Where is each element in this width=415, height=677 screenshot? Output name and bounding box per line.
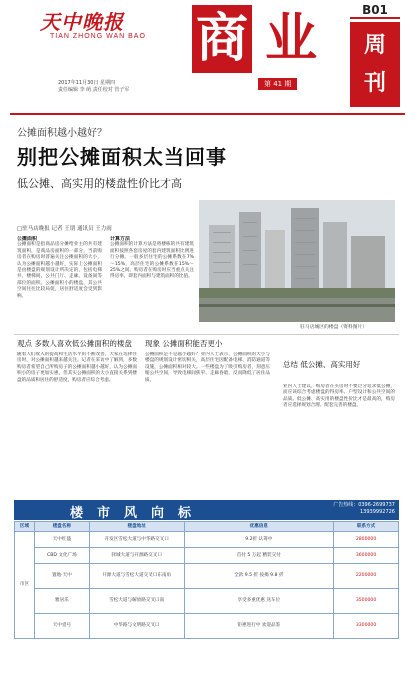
newspaper-logo: 天中晚报 (40, 10, 124, 34)
weekly-char-1: 周 (363, 32, 386, 58)
col-promo: 优惠信息 (184, 522, 334, 532)
lower-col3-title: 总结 低公摊、高实用好 (283, 360, 361, 369)
listing-contact: 2200000 (334, 564, 399, 589)
listing-address: 驿城大道与开源路交叉口 (89, 548, 184, 564)
page-number: B01 (350, 3, 400, 19)
photo-caption: 驻马店城区的楼盘（资料图片） (300, 325, 368, 330)
ad-hotline-1: 广告热线：0396-2699737 (333, 502, 395, 508)
article-kicker: 公摊面积越小越好？ (17, 128, 107, 139)
market-title: 楼市风向标 (70, 506, 206, 521)
listing-address: 雪松大道与解放路交叉口南 (89, 589, 184, 614)
listing-promo: 9.2折 认筹中 (184, 532, 334, 548)
listing-name: CBD 文化广场 (34, 548, 89, 564)
column-public-area (17, 236, 102, 326)
article-byline: □驻马店晚报 记者 王朋 通讯员 王力雨 (17, 226, 112, 232)
article-headline: 别把公摊面积太当回事 (17, 145, 227, 169)
masthead-rule (10, 113, 405, 115)
listing-name: 天中壹号 (34, 614, 89, 639)
listing-promo: 首付 5 万起 精装交付 (184, 548, 334, 564)
issue-badge: 第 41 期 (258, 78, 297, 90)
col-region: 区域 (15, 522, 35, 532)
listing-name: 置地·天中 (34, 564, 89, 589)
table-row (15, 564, 399, 589)
lower-col3-body: 业内人士建议，购房者在买房时不要过分追求低公摊，而应该综合考虑楼盘的得房率、户型设计和公共空间的品质。低公摊、高实用的楼盘性价比才是最高的，购房者应选择规划合理、配套完善的楼盘。 (283, 384, 395, 409)
region-cell: 市区 (15, 532, 35, 639)
column-calculation-body: 公摊面积的计算方法是将楼栋的共有建筑面积按照各套房屋的套内建筑面积比例进行分摊。一般多层住宅的公摊系数在7%～15%，高层住宅的公摊系数在15%～25%之间。购房者在购房时应当重点关注得房率，即套内面积与建筑面积的比值。 (110, 242, 194, 280)
newspaper-logo-en: TIAN ZHONG WAN BAO (50, 33, 146, 40)
lower-col1-body: 随着人们收入的提高和生活水平的不断改善，大家在选择住房时，对公摊面积越来越关注。记者在采访中了解到，多数购房者希望自己所购房子的公摊面积越小越好，认为公摊面积小的房子更加实惠，但其实公摊面积的大小直接关系到楼盘的品质和居住的舒适度，购房者应综合考虑。 (17, 352, 137, 383)
listing-address: 开源大道与雪松大道交叉口东南角 (89, 564, 184, 589)
table-row (15, 614, 399, 639)
column-calculation-title: 计算方法 (110, 236, 131, 242)
listing-promo: 钜惠进行中 欢迎品鉴 (184, 614, 334, 639)
article-subhead: 低公摊、高实用的楼盘性价比才高 (17, 177, 182, 190)
lower-col2-title: 现象 公摊面积能否更小 (145, 339, 223, 348)
listing-promo: 全款 9.5 折 按揭 9.8 折 (184, 564, 334, 589)
table-row (15, 532, 399, 548)
col-contact: 联系方式 (334, 522, 399, 532)
article-photo (199, 200, 395, 322)
section-divider (14, 334, 399, 335)
column-public-area-title: 公摊面积 (17, 236, 38, 242)
city-buildings-image (199, 200, 395, 322)
market-table (14, 521, 399, 639)
edition-editors: 责任编辑 李 萌 责任校对 管子军 (58, 87, 130, 93)
column-calculation (110, 236, 194, 326)
ad-hotline (300, 502, 395, 516)
column-public-area-body: 公摊面积是指商品房分摊给业主的共有建筑面积，是商品房面积的一部分。当前购房者在购房时普遍关注公摊面积的大小，认为公摊面积越小越好，实际上公摊面积是由楼盘的规划设计所决定的，包括电梯井、楼梯间、公共门厅、走廊、设备间等部位的面积。公摊面积小的楼盘，其公共空间往往比较局促，居住舒适度会受到影响。 (17, 242, 102, 299)
col-name: 楼盘名称 (34, 522, 89, 532)
listing-address: 中华路与文明路交叉口 (89, 614, 184, 639)
section-title-char-2: 业 (264, 8, 317, 69)
listing-address: 开发区雪松大道与中华路交叉口 (89, 532, 184, 548)
section-title (192, 5, 327, 73)
listing-contact: 3600000 (334, 548, 399, 564)
table-row (15, 589, 399, 614)
lower-col2-body: 公摊面积是不是越小越好？业内人士表示，公摊面积的大小与楼盘的规划设计密切相关，高层住宅因配备电梯、消防通道等设施，公摊面积相对较大。一些楼盘为了吸引购房者，刻意压缩公共空间，导致电梯间狭窄、走廊昏暗，反而降低了居住品质。 (145, 352, 270, 383)
masthead (0, 0, 415, 115)
listing-contact: 2800000 (334, 532, 399, 548)
listing-name: 天中红盛 (34, 532, 89, 548)
listing-name: 雅居乐 (34, 589, 89, 614)
edition-meta (58, 80, 129, 94)
table-row (15, 548, 399, 564)
weekly-badge (350, 22, 400, 107)
listing-promo: 享受多重优惠 送车位 (184, 589, 334, 614)
section-title-char-1: 商 (192, 5, 252, 73)
market-table-header (15, 522, 399, 532)
edition-date: 2017年11月30日 星期四 (58, 80, 116, 86)
listing-contact: 3300000 (334, 614, 399, 639)
col-address: 楼盘地址 (89, 522, 184, 532)
weekly-char-2: 刊 (363, 70, 386, 96)
listing-contact: 3500000 (334, 589, 399, 614)
lower-col1-title: 观点 多数人喜欢低公摊面积的楼盘 (17, 339, 132, 348)
ad-hotline-2: 13939992726 (360, 509, 395, 515)
